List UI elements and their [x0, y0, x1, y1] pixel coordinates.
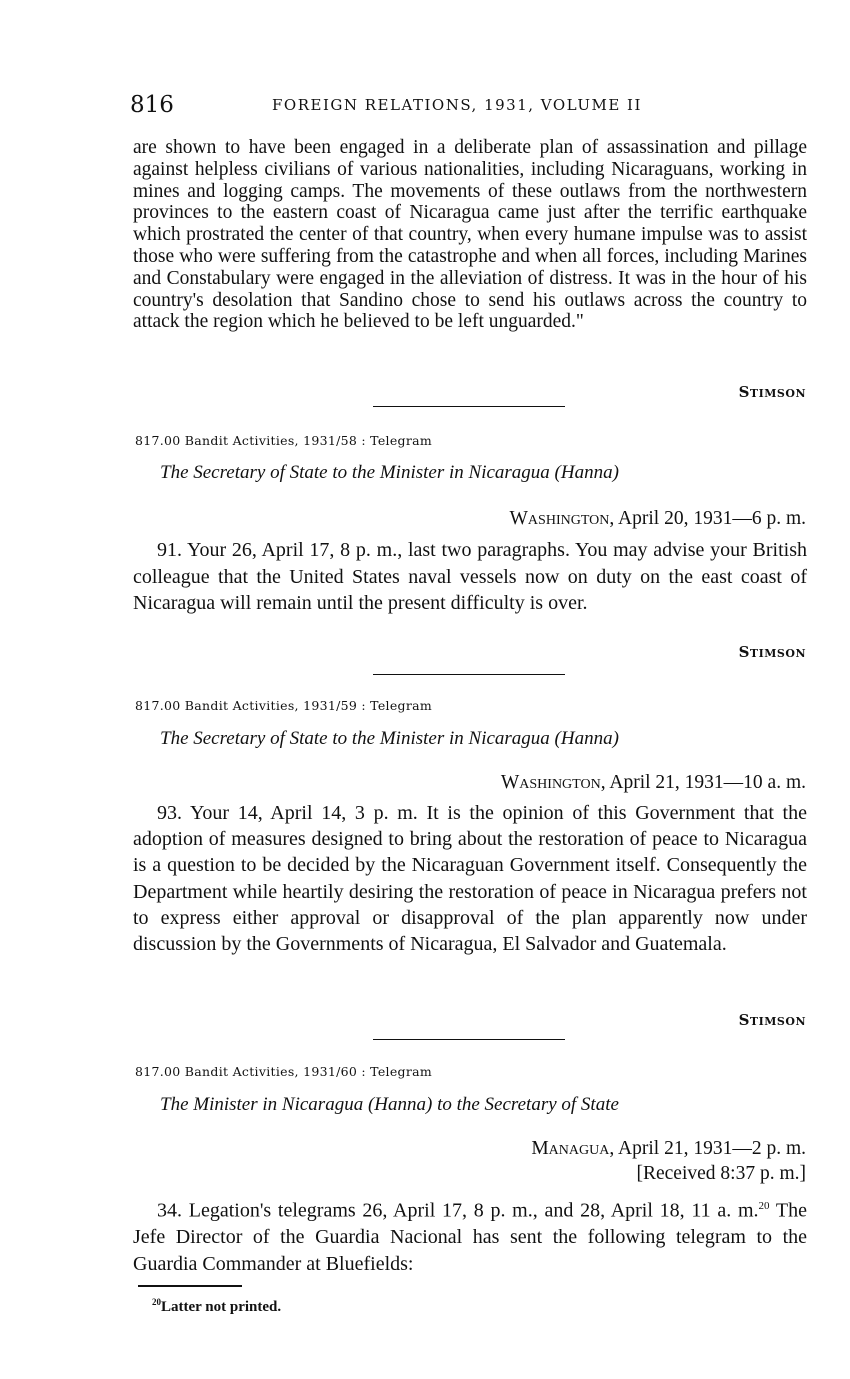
dateline-date: , April 21, 1931—2 p. m. [609, 1138, 806, 1159]
dateline-place: Washington [500, 772, 601, 793]
telegram-body [133, 1193, 807, 1277]
dateline [501, 772, 806, 794]
footnote-reference: 20 [758, 1200, 770, 1212]
section-divider [373, 674, 565, 675]
dateline-date: , April 21, 1931—10 a. m. [600, 772, 806, 793]
telegram-body-text: 34. Legation's telegrams 26, April 17, 8 p. m., and 28, April 18, 11 a. m. [157, 1199, 759, 1222]
document-heading: The Secretary of State to the Minister in Nicaragua (Hanna) [160, 728, 619, 749]
section-divider [373, 1039, 565, 1040]
dateline [510, 508, 806, 530]
page-number: 816 [130, 92, 174, 118]
file-reference: 817.00 Bandit Activities, 1931/58 : Telegram [135, 433, 433, 448]
footnote [152, 1297, 281, 1316]
footnote-divider [138, 1285, 242, 1287]
file-reference: 817.00 Bandit Activities, 1931/60 : Telegram [135, 1064, 433, 1079]
document-heading: The Secretary of State to the Minister in Nicaragua (Hanna) [160, 462, 619, 483]
dateline-date: , April 20, 1931—6 p. m. [609, 508, 806, 529]
dateline [531, 1138, 806, 1160]
telegram-body: 93. Your 14, April 14, 3 p. m. It is the opinion of this Government that the adoption of measures designed to bring about the restoration of peace to Nicaragua is a question to be decided by the Nicaraguan Government itself. Consequently the Department while heartily desiring the restoration of peace in Nicaragua prefers not to express either approval or disapproval of the plan apparently now under discussion by the Governments of Nicaragua, El Salvador and Guatemala. [133, 802, 807, 956]
paragraph-continued: are shown to have been engaged in a deliberate plan of assassination and pillage against helpless civilians of various nationalities, including Nicaraguans, working in mines and logging camps. The movements of these outlaws from the northwestern provinces to the eastern coast of Nicaragua came just after the terrific earthquake which prostrated the center of that country, when every humane impulse was to assist those who were suffering from the catastrophe and when all forces, including Marines and Constabulary were engaged in the alleviation of distress. It was in the hour of his country's desolation that Sandino chose to send his outlaws across the country to attack the region which he believed to be left unguarded." [133, 137, 807, 333]
telegram-body-text: The Jefe Director of the Guardia Nacional has sent the following telegram to the Guardia Commander at Bluefields: [133, 1199, 807, 1275]
dateline-place: Managua [531, 1138, 610, 1159]
section-divider [373, 406, 565, 407]
dateline-place: Washington [509, 508, 610, 529]
telegram-body: 91. Your 26, April 17, 8 p. m., last two paragraphs. You may advise your British colleague that the United States naval vessels now on duty on the east coast of Nicaragua will remain until the present difficulty is over. [133, 539, 807, 614]
running-title: FOREIGN RELATIONS, 1931, VOLUME II [272, 96, 642, 114]
received-line: [Received 8:37 p. m.] [636, 1163, 806, 1184]
footnote-text: Latter not printed. [161, 1299, 282, 1315]
signature: Stimson [738, 643, 806, 661]
document-heading: The Minister in Nicaragua (Hanna) to the Secretary of State [160, 1094, 619, 1115]
footnote-mark: 20 [152, 1297, 161, 1307]
page-header [130, 92, 810, 122]
file-reference: 817.00 Bandit Activities, 1931/59 : Telegram [135, 698, 433, 713]
signature: Stimson [738, 1011, 806, 1029]
signature: Stimson [738, 383, 806, 401]
